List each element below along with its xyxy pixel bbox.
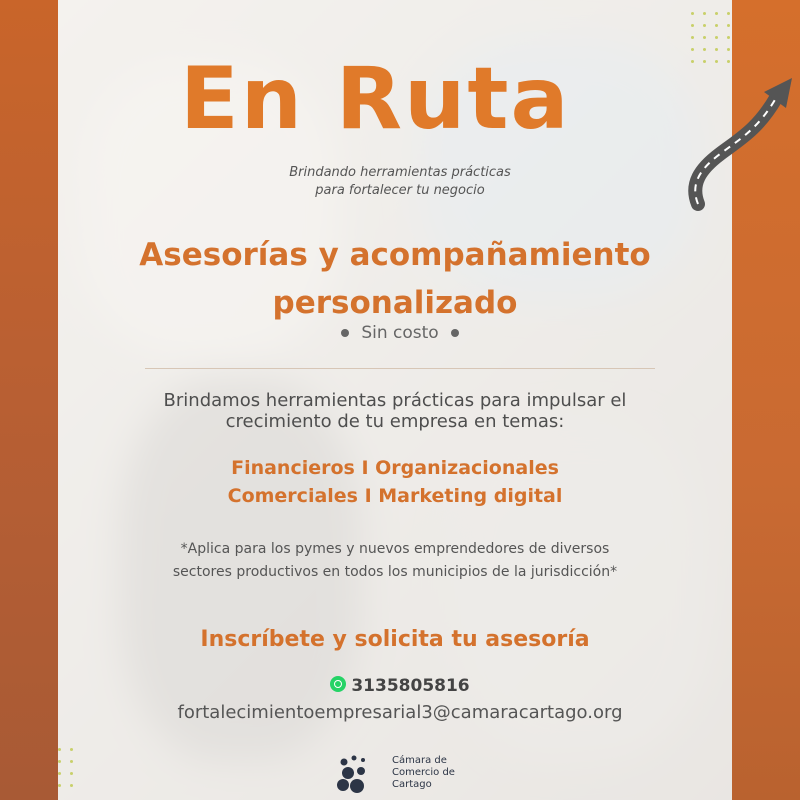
call-to-action: Inscríbete y solicita tu asesoría [200,627,590,652]
intro-line-1: Brindamos herramientas prácticas para impulsar el [163,390,627,411]
whatsapp-icon [330,676,346,692]
en-ruta-logo [180,44,610,164]
organization-name-line-1: Cámara de [392,755,447,766]
eligibility-note-line-2: sectores productivos en todos los municipios de la jurisdicción* [172,564,618,580]
tagline-line-1: Brindando herramientas prácticas [289,165,511,180]
free-label [0,323,800,343]
decorative-dots-top-right [691,12,730,63]
organization-name-line-2: Comercio de [392,767,455,778]
decorative-dots-bottom-left [58,748,73,787]
logo-text: En Ruta [180,49,571,149]
tagline-line-2: para fortalecer tu negocio [315,183,485,198]
headline-line-1: Asesorías y acompañamiento [139,237,651,273]
phone-number[interactable]: 3135805816 [351,676,470,696]
eligibility-note-line-1: *Aplica para los pymes y nuevos emprendedores de diversos [180,541,610,557]
email-contact[interactable]: fortalecimientoempresarial3@camaracartago.org [177,702,623,723]
topics-line-2: Comerciales I Marketing digital [227,485,563,507]
camara-comercio-logo-icon [334,752,382,794]
phone-contact[interactable] [0,676,800,696]
bullet-icon [451,329,459,337]
intro-line-2: crecimiento de tu empresa en temas: [225,411,565,432]
free-label-text: Sin costo [361,323,439,343]
divider [145,368,655,369]
topics-line-1: Financieros I Organizacionales [231,457,559,479]
headline-line-2: personalizado [272,285,518,321]
bullet-icon [341,329,349,337]
organization-name [392,755,455,791]
organization-name-line-3: Cartago [392,779,432,790]
